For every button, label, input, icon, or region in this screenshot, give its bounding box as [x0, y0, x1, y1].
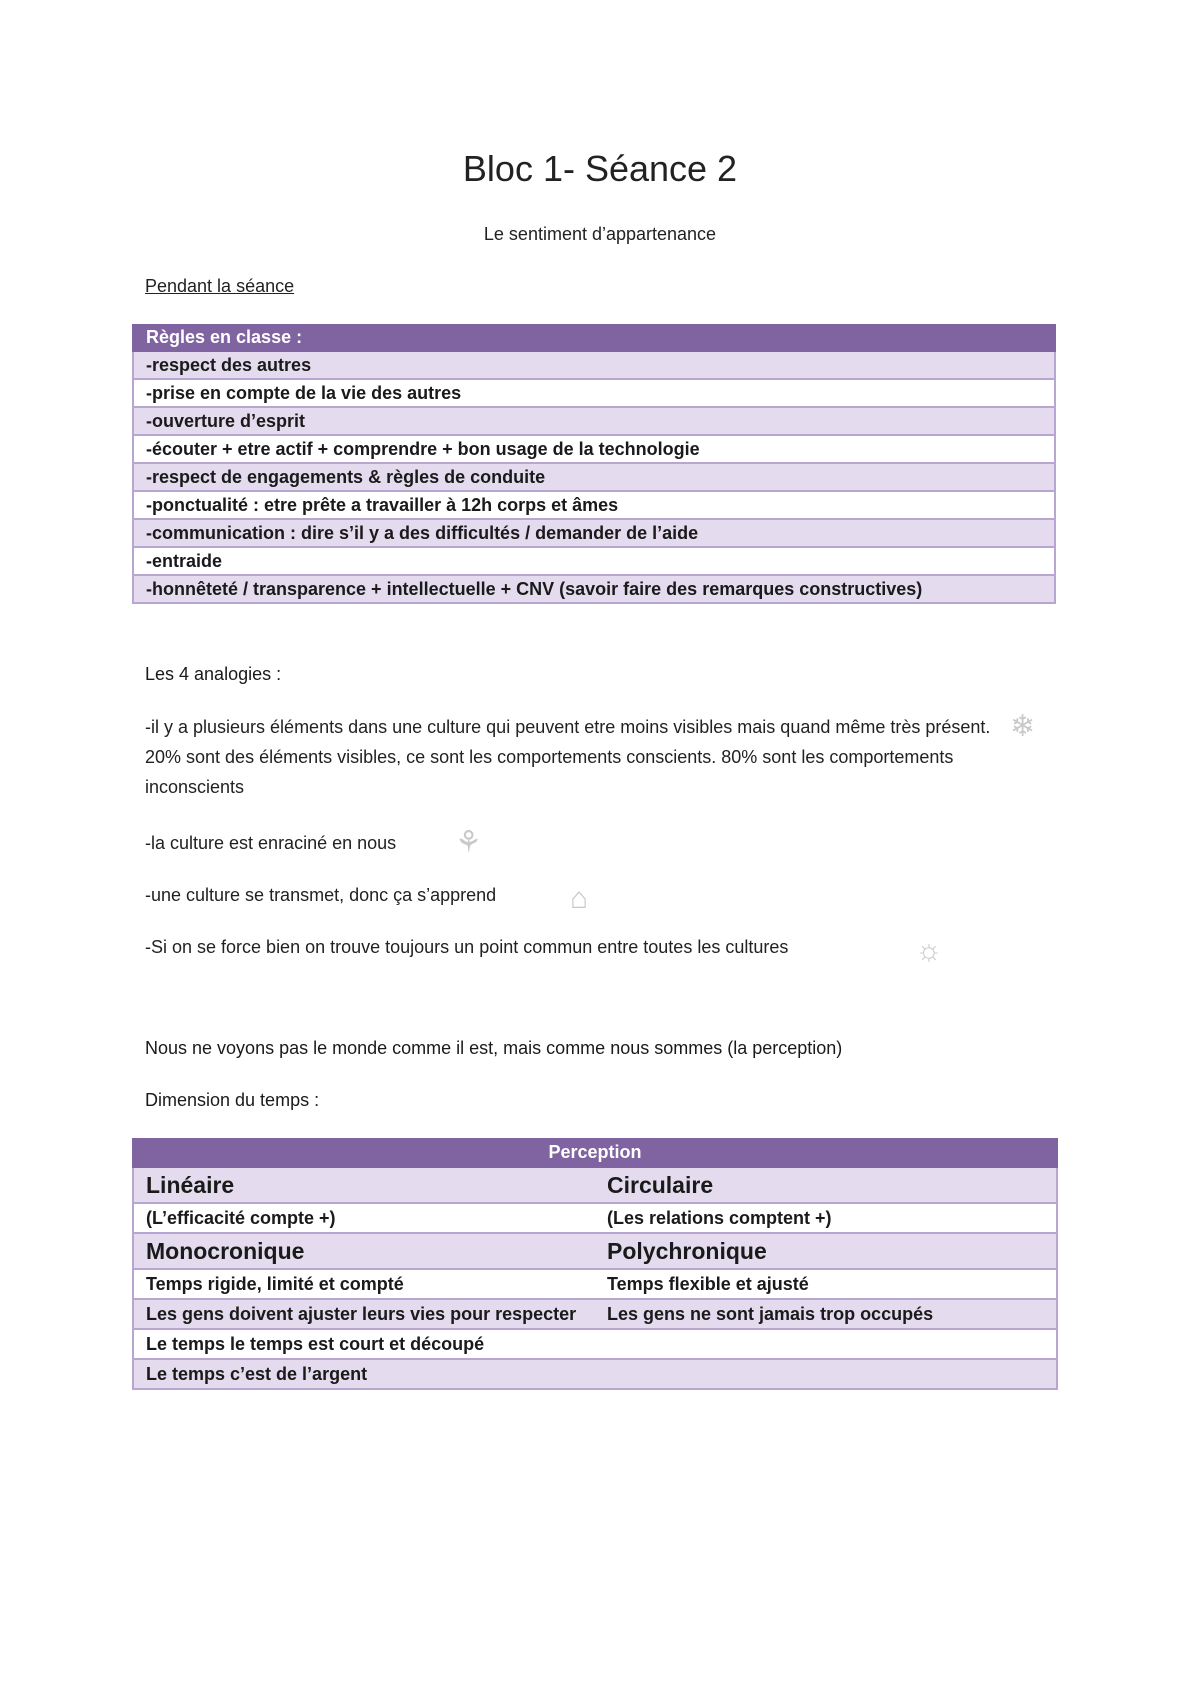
page-title: Bloc 1- Séance 2 [462, 148, 738, 189]
analogies-label: Les 4 analogies : [145, 664, 282, 684]
perception-cell-left: Monocronique [133, 1233, 595, 1269]
tree-icon: ⚘ [455, 826, 482, 859]
perception-cell-right: Temps flexible et ajusté [595, 1269, 1057, 1299]
perception-cell-left: Le temps le temps est court et découpé [133, 1329, 595, 1359]
rules-table [132, 324, 1056, 604]
rules-table-row: -ouverture d’esprit [133, 407, 1055, 435]
rules-table-row: -prise en compte de la vie des autres [133, 379, 1055, 407]
perception-cell-left: Temps rigide, limité et compté [133, 1269, 595, 1299]
perception-table [132, 1138, 1058, 1390]
perception-cell-left: Les gens doivent ajuster leurs vies pour respecter [133, 1299, 595, 1329]
section-label: Pendant la séance [145, 276, 295, 296]
rules-table-row: -honnêteté / transparence + intellectuelle + CNV (savoir faire des remarques constructives) [133, 575, 1055, 603]
rules-table-row: -entraide [133, 547, 1055, 575]
rules-table-row: -respect des autres [133, 351, 1055, 379]
perception-cell-right [595, 1359, 1057, 1389]
perception-cell-left: Le temps c’est de l’argent [133, 1359, 595, 1389]
perception-cell-right: Les gens ne sont jamais trop occupés [595, 1299, 1057, 1329]
perception-cell-left: (L’efficacité compte +) [133, 1203, 595, 1233]
globe-icon: ☼ [915, 934, 943, 967]
perception-quote: Nous ne voyons pas le monde comme il est, mais comme nous sommes (la perception) [145, 1038, 843, 1058]
perception-cell-right [595, 1329, 1057, 1359]
iceberg-icon: ❄ [1010, 710, 1036, 743]
time-dimension-label: Dimension du temps : [145, 1090, 320, 1110]
page-subtitle: Le sentiment d’appartenance [483, 224, 717, 244]
house-icon: ⌂ [570, 882, 589, 915]
analogy-item-1: -il y a plusieurs éléments dans une culture qui peuvent etre moins visibles mais quand même très présent. 20% sont des éléments visibles, ce sont les comportements conscients. 80% sont les comportements inconscients [145, 717, 991, 797]
analogy-item-2: -la culture est enraciné en nous [145, 833, 397, 853]
analogy-item-4: -Si on se force bien on trouve toujours un point commun entre toutes les cultures [145, 937, 789, 957]
rules-table-header: Règles en classe : [133, 324, 1055, 351]
perception-table-header: Perception [133, 1138, 1057, 1167]
perception-cell-right: Polychronique [595, 1233, 1057, 1269]
rules-table-row: -ponctualité : etre prête a travailler à 12h corps et âmes [133, 491, 1055, 519]
analogy-item-3: -une culture se transmet, donc ça s’apprend [145, 885, 497, 905]
rules-table-row: -respect de engagements & règles de conduite [133, 463, 1055, 491]
perception-cell-left: Linéaire [133, 1167, 595, 1203]
rules-table-row: -communication : dire s’il y a des difficultés / demander de l’aide [133, 519, 1055, 547]
perception-cell-right: (Les relations comptent +) [595, 1203, 1057, 1233]
rules-table-row: -écouter + etre actif + comprendre + bon usage de la technologie [133, 435, 1055, 463]
perception-cell-right: Circulaire [595, 1167, 1057, 1203]
